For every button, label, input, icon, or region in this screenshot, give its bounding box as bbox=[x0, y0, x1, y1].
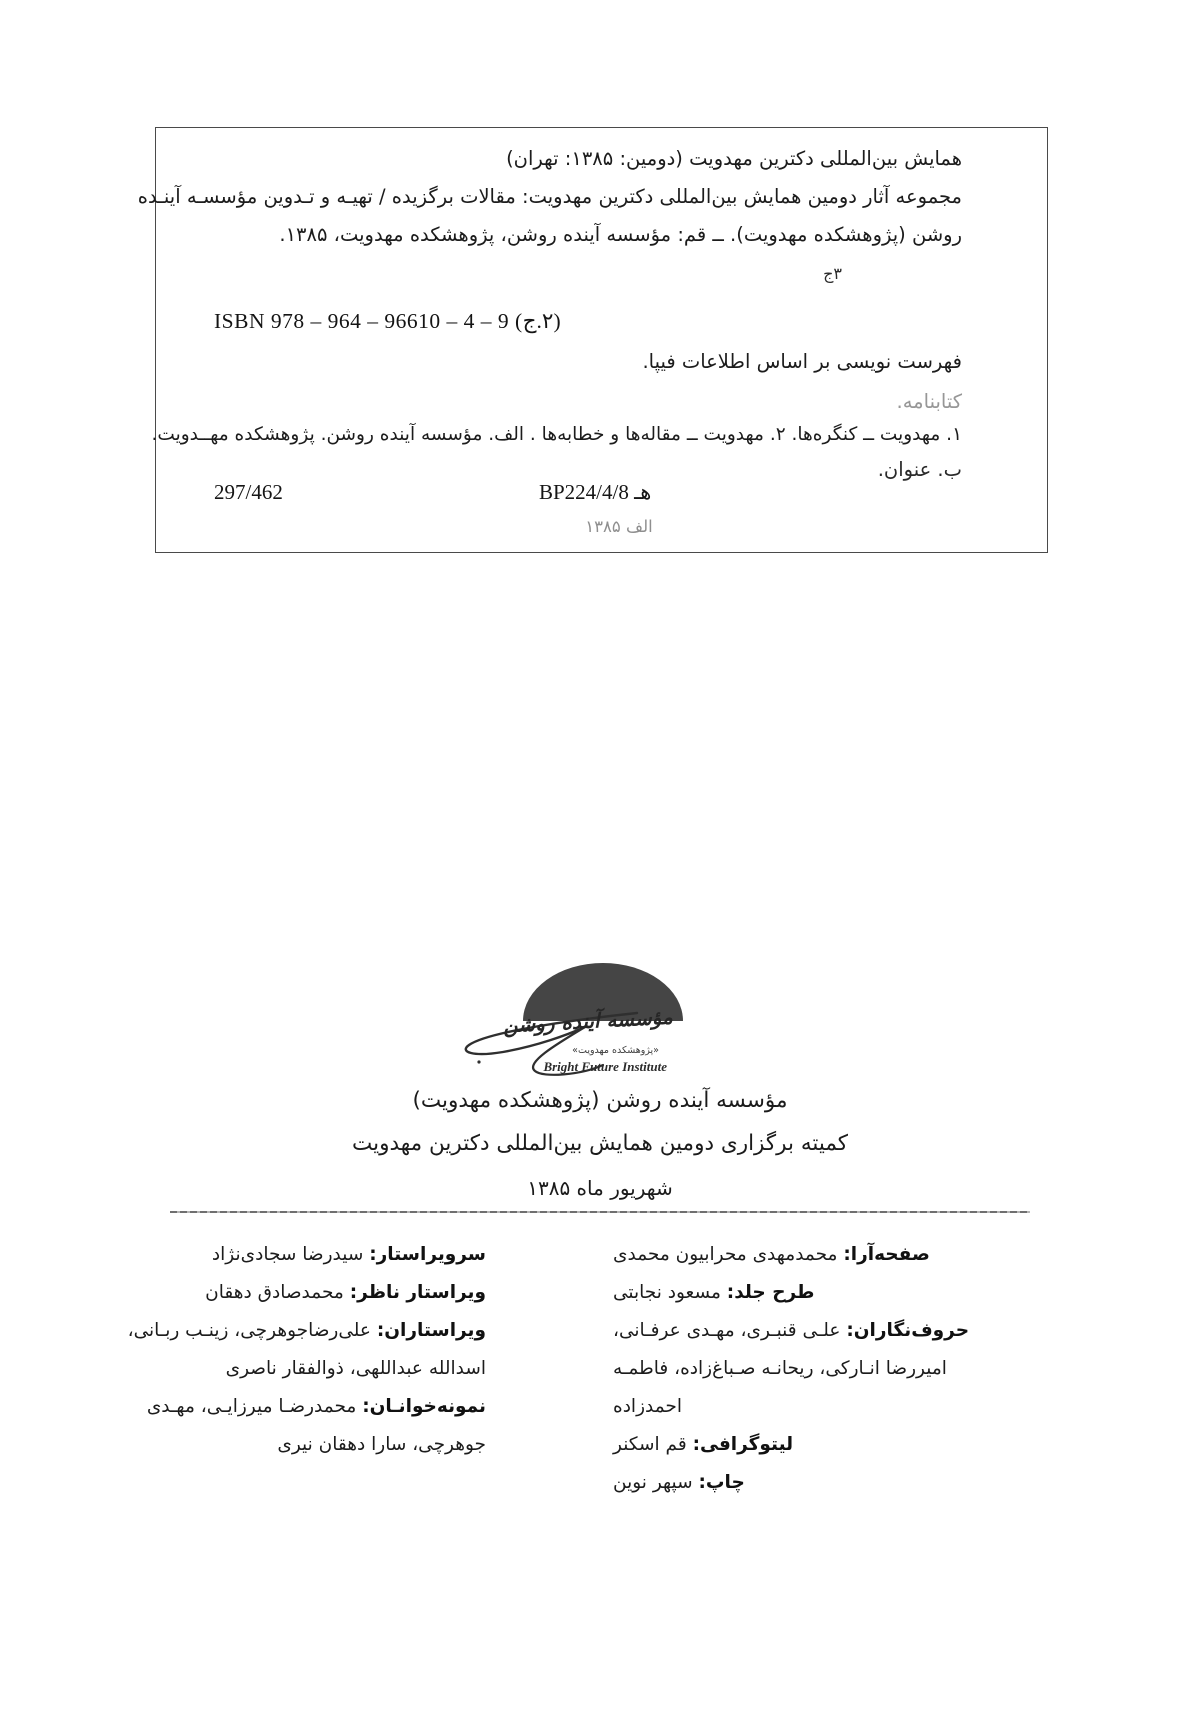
credit-label: طرح جلد: bbox=[726, 1282, 815, 1303]
credit-label: ویراستار ناظر: bbox=[349, 1282, 486, 1303]
cip-imprint: روشن (پژوهشکده مهدویت). ــ قم: مؤسسه آینده روشن، پژوهشکده مهدویت، ۱۳۸۵. bbox=[279, 223, 962, 246]
credit-editors bbox=[127, 1319, 486, 1344]
credit-value: امیررضا انـارکی، ریحانـه صـباغ‌زاده، فاطمـه bbox=[613, 1358, 947, 1379]
credit-typesetters-continued bbox=[613, 1357, 1017, 1382]
isbn-number bbox=[214, 309, 561, 334]
cip-title-entry: ب. عنوان. bbox=[877, 458, 962, 481]
credit-label: حروف‌نگاران: bbox=[846, 1320, 970, 1341]
credit-label: نمونه‌خوانـان: bbox=[362, 1396, 486, 1417]
cip-bibliography-note: کتابنامه. bbox=[896, 390, 962, 413]
credit-label: چاپ: bbox=[698, 1472, 745, 1493]
credit-cover-design bbox=[613, 1281, 1017, 1306]
credit-printing bbox=[613, 1471, 1017, 1496]
credit-proofreaders-continued bbox=[186, 1433, 486, 1458]
publication-date-line: شهریور ماه ۱۳۸۵ bbox=[527, 1176, 673, 1200]
credit-value: مسعود نجابتی bbox=[613, 1282, 721, 1303]
isbn-volume-note: (ج.۲) bbox=[514, 309, 562, 333]
cip-fipa-note: فهرست نویسی بر اساس اطلاعات فیپا. bbox=[642, 350, 962, 373]
credit-page-layout bbox=[613, 1243, 1017, 1268]
logo-latin-name: Bright Future Institute bbox=[543, 1059, 667, 1074]
credit-value: محمدصادق دهقان bbox=[205, 1282, 344, 1303]
dewey-call-number: 297/462 bbox=[214, 480, 283, 504]
credit-lithography bbox=[613, 1433, 1017, 1458]
isbn-text: ISBN 978 – 964 – 96610 – 4 – 9 bbox=[214, 309, 515, 333]
credit-chief-editor bbox=[186, 1243, 486, 1268]
credit-supervising-editor bbox=[186, 1281, 486, 1306]
bright-future-institute-logo bbox=[455, 963, 745, 1083]
credit-value: سپهر نوین bbox=[613, 1472, 693, 1493]
credit-value: علی‌رضاجوهرچی، زینـب ربـانی، bbox=[127, 1320, 371, 1341]
credit-proofreaders bbox=[146, 1395, 486, 1420]
logo-subtitle-text: «پژوهشکده مهدویت» bbox=[572, 1045, 659, 1056]
publisher-name-line: مؤسسه آینده روشن (پژوهشکده مهدویت) bbox=[412, 1088, 788, 1113]
credit-value: قم اسکنر bbox=[613, 1434, 687, 1455]
horizontal-divider bbox=[170, 1211, 1030, 1213]
credit-value: محمدمهدی محرابیون محمدی bbox=[613, 1244, 838, 1265]
cip-alef-year: الف ۱۳۸۵ bbox=[585, 517, 653, 536]
credit-value: علـی قنبـری، مهـدی عرفـانی، bbox=[613, 1320, 841, 1341]
cip-conference-title: همایش بین‌المللی دکترین مهدویت (دومین: ۱۳۸۵: تهران) bbox=[506, 147, 962, 170]
cip-catalog-box bbox=[137, 127, 1048, 553]
credit-label: لیتوگرافی: bbox=[692, 1434, 794, 1455]
credit-value: اسدالله عبداللهی، ذوالفقار ناصری bbox=[225, 1358, 486, 1379]
credit-typesetters bbox=[613, 1319, 1017, 1344]
credit-editors-continued bbox=[186, 1357, 486, 1382]
credit-value: سیدرضا سجادی‌نژاد bbox=[211, 1244, 364, 1265]
lc-call-number: BP224/4/هـ 8 bbox=[539, 480, 652, 504]
credit-value: محمدرضـا میرزایـی، مهـدی bbox=[146, 1396, 357, 1417]
credit-typesetters-continued-2 bbox=[613, 1395, 1017, 1420]
credit-label: صفحه‌آرا: bbox=[843, 1244, 930, 1265]
organizing-committee-line: کمیته برگزاری دومین همایش بین‌المللی دکترین مهدویت bbox=[352, 1131, 848, 1156]
cip-volume-count: ۳ج bbox=[823, 264, 842, 283]
credit-label: سرویراستار: bbox=[369, 1244, 486, 1265]
cip-subject-headings: ۱. مهدویت ــ کنگره‌ها. ۲. مهدویت ــ مقاله‌ها و خطابه‌ها . الف. مؤسسه آینده روشن. پژوهشکده مهــدویت. bbox=[151, 424, 962, 445]
credit-value: احمدزاده bbox=[613, 1396, 682, 1417]
credit-label: ویراستاران: bbox=[376, 1320, 486, 1341]
cip-title-statement: مجموعه آثار دومین همایش بین‌المللی دکترین مهدویت: مقالات برگزیده / تهیـه و تـدوین مؤسسـه آینـده bbox=[137, 185, 962, 208]
credit-value: جوهرچی، سارا دهقان نیری bbox=[277, 1434, 486, 1455]
logo-calligraphy-text: مؤسسه آینده روشن bbox=[502, 1004, 674, 1038]
